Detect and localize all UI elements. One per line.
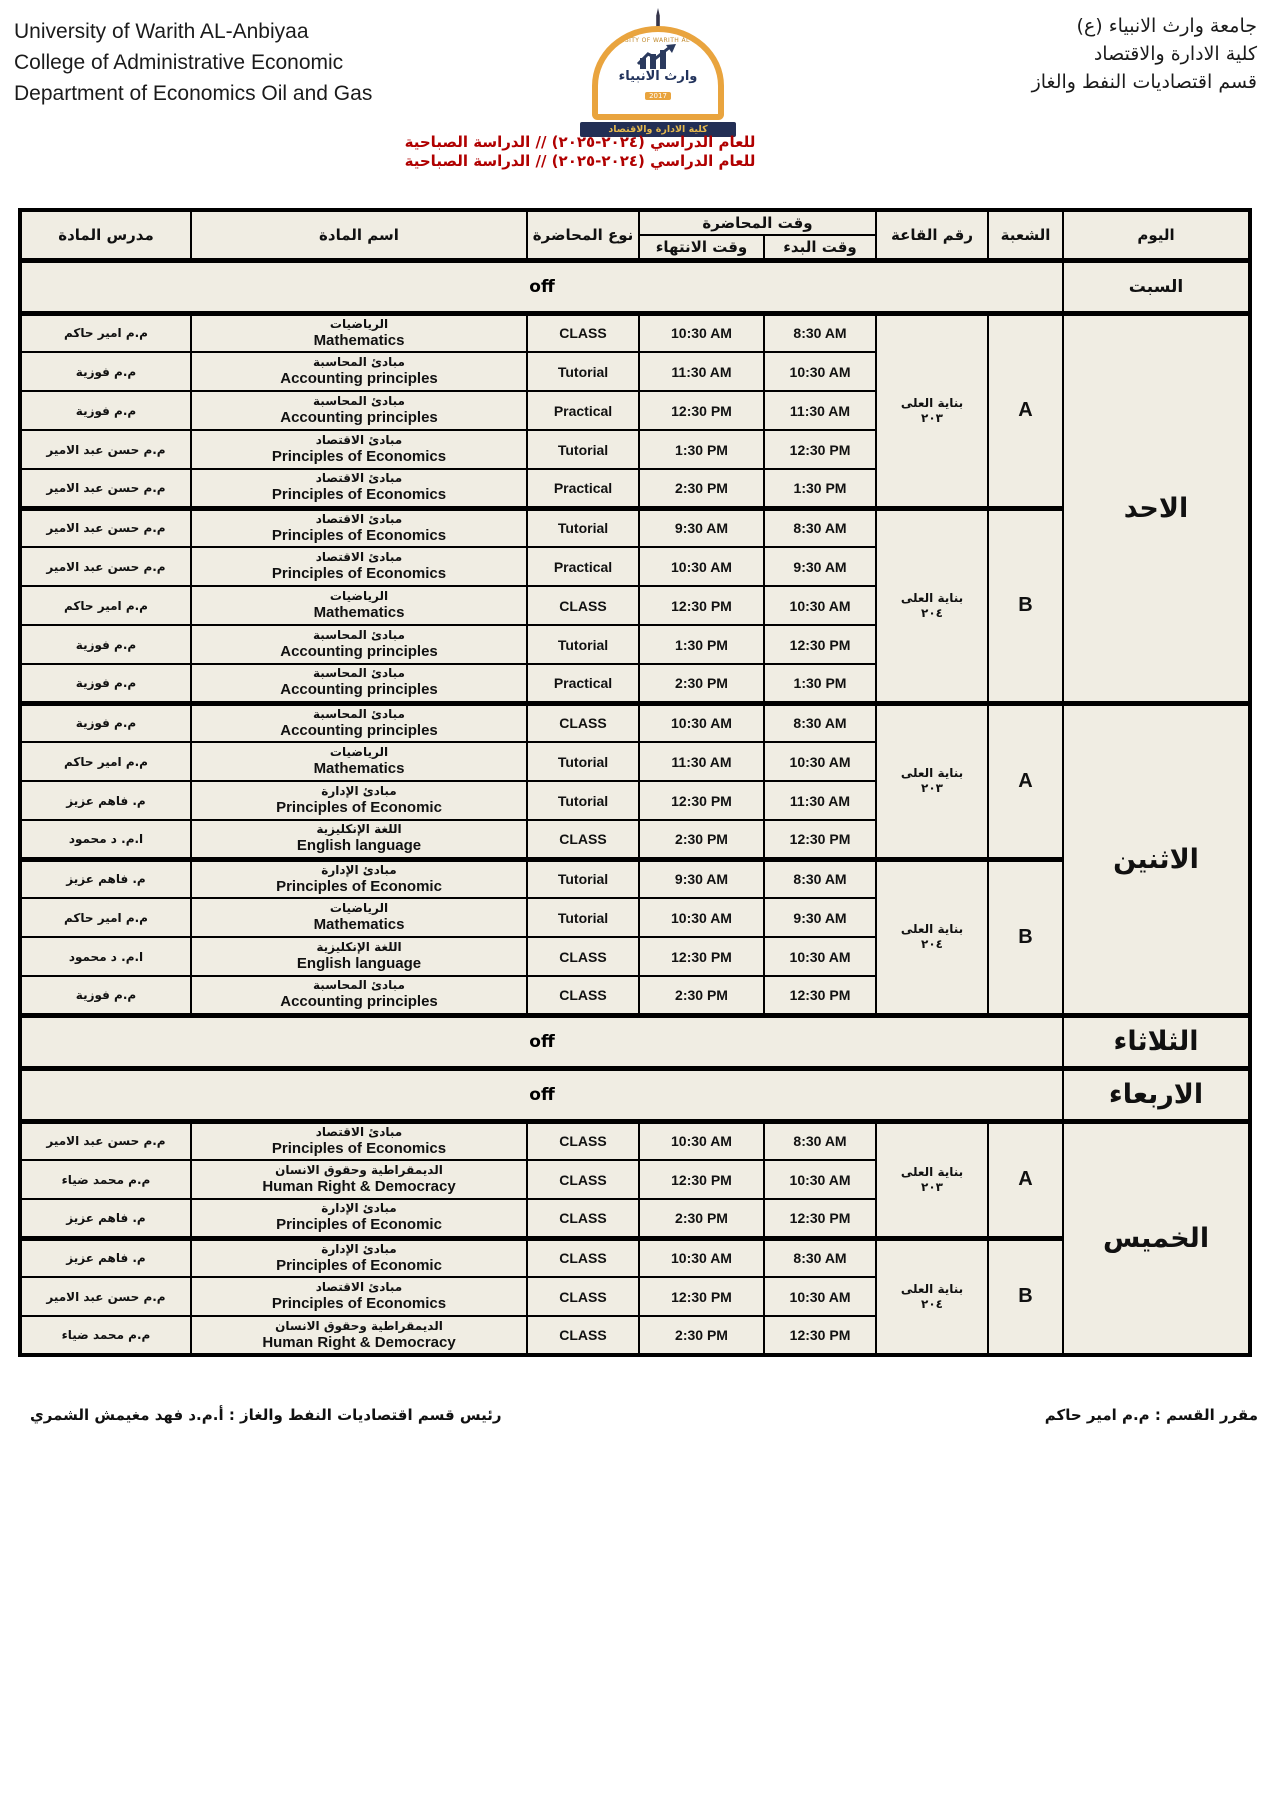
growth-chart-icon — [598, 44, 718, 70]
department-name-en: Department of Economics Oil and Gas — [14, 82, 373, 105]
header-subject: اسم المادة — [191, 210, 527, 260]
lecture-type-cell: CLASS — [527, 1238, 639, 1277]
header-start-time: وقت البدء — [764, 235, 876, 260]
academic-year-subtitle — [0, 133, 1160, 171]
subject-cell — [191, 508, 527, 547]
room-number: ٢٠٤ — [921, 605, 943, 620]
start-time-cell: 8:30 AM — [764, 1238, 876, 1277]
subject-cell — [191, 976, 527, 1015]
teacher-cell: م.م امير حاكم — [20, 313, 191, 352]
logo-calligraphy: وارث الانبياء — [618, 69, 698, 84]
lecture-type-cell: Tutorial — [527, 352, 639, 391]
teacher-cell: م.م امير حاكم — [20, 742, 191, 781]
end-time-cell: 1:30 PM — [639, 430, 764, 469]
end-time-cell: 2:30 PM — [639, 1199, 764, 1238]
start-time-cell: 8:30 AM — [764, 313, 876, 352]
end-time-cell: 12:30 PM — [639, 937, 764, 976]
subtitle-line-2: للعام الدراسي (٢٠٢٤-٢٠٢٥) // الدراسة الصباحية — [404, 152, 756, 170]
room-number: ٢٠٤ — [921, 937, 943, 951]
subject-english: Principles of Economics — [271, 526, 447, 544]
subject-arabic: مبادئ المحاسبة — [313, 978, 405, 993]
subject-cell — [191, 898, 527, 937]
header-time-group: وقت المحاضرة — [639, 210, 876, 235]
table-row — [20, 1121, 1250, 1160]
subject-english: Accounting principles — [280, 993, 438, 1011]
start-time-cell: 11:30 AM — [764, 781, 876, 820]
subject-arabic: اللغة الإنكليزية — [316, 940, 402, 954]
subject-english: Principles of Economic — [276, 799, 442, 816]
subject-cell — [191, 1121, 527, 1160]
table-row — [20, 313, 1250, 352]
letterhead-english — [14, 16, 372, 109]
teacher-cell: م. فاهم عزيز — [20, 1238, 191, 1277]
subject-english: Principles of Economics — [271, 486, 447, 504]
subject-english: Mathematics — [313, 331, 405, 349]
teacher-cell: م. فاهم عزيز — [20, 1199, 191, 1238]
room-cell — [876, 859, 988, 1015]
subject-arabic: مبادئ الإدارة — [321, 862, 397, 877]
university-name-ar: جامعة وارث الانبياء (ع) — [1076, 15, 1257, 37]
subject-cell — [191, 430, 527, 469]
end-time-cell: 1:30 PM — [639, 625, 764, 664]
section-cell: B — [988, 508, 1063, 703]
table-row — [20, 703, 1250, 742]
end-time-cell: 10:30 AM — [639, 313, 764, 352]
header-teacher: مدرس المادة — [20, 210, 191, 260]
start-time-cell: 10:30 AM — [764, 586, 876, 625]
teacher-cell: م.م فوزية — [20, 976, 191, 1015]
subject-cell — [191, 1238, 527, 1277]
subject-english: Accounting principles — [280, 681, 438, 699]
lecture-type-cell: CLASS — [527, 937, 639, 976]
subject-english: Principles of Economics — [271, 448, 447, 465]
teacher-cell: ا.م. د محمود — [20, 820, 191, 859]
room-number: ٢٠٣ — [921, 1179, 943, 1194]
subject-english: Principles of Economics — [271, 1139, 447, 1157]
start-time-cell: 1:30 PM — [764, 469, 876, 508]
section-cell: B — [988, 1238, 1063, 1355]
end-time-cell: 12:30 PM — [639, 781, 764, 820]
subtitle-line-1: للعام الدراسي (٢٠٢٤-٢٠٢٥) // الدراسة الصباحية — [404, 133, 756, 151]
subject-cell — [191, 547, 527, 586]
subject-arabic: اللغة الإنكليزية — [316, 822, 402, 837]
subject-arabic: الرياضيات — [329, 901, 389, 915]
subject-arabic: مبادئ الإدارة — [321, 784, 397, 798]
teacher-cell: م.م حسن عبد الامير — [20, 1277, 191, 1316]
room-building: بناية العلى — [900, 922, 964, 936]
subject-arabic: مبادئ المحاسبة — [313, 666, 405, 681]
subject-cell — [191, 625, 527, 664]
end-time-cell: 2:30 PM — [639, 664, 764, 703]
end-time-cell: 10:30 AM — [639, 1121, 764, 1160]
end-time-cell: 11:30 AM — [639, 352, 764, 391]
teacher-cell: ا.م. د محمود — [20, 937, 191, 976]
logo-arch — [592, 26, 724, 120]
subject-english: Human Right & Democracy — [262, 1178, 456, 1195]
day-cell: السبت — [1063, 260, 1250, 313]
start-time-cell: 12:30 PM — [764, 976, 876, 1015]
room-cell — [876, 508, 988, 703]
footer-course-coordinator: مقرر القسم : م.م امير حاكم — [1044, 1406, 1258, 1424]
lecture-type-cell: CLASS — [527, 586, 639, 625]
letterhead-arabic — [1032, 12, 1257, 96]
subject-arabic: الرياضيات — [329, 589, 389, 603]
subject-cell — [191, 859, 527, 898]
lecture-type-cell: Practical — [527, 469, 639, 508]
college-name-en: College of Administrative Economic — [14, 51, 344, 74]
end-time-cell: 12:30 PM — [639, 586, 764, 625]
room-building: بناية العلى — [900, 1281, 964, 1296]
footer-department-head: رئيس قسم اقتصاديات النفط والغاز : أ.م.د فهد مغيمش الشمري — [30, 1406, 502, 1424]
subject-arabic: مبادئ المحاسبة — [313, 394, 405, 408]
lecture-type-cell: CLASS — [527, 1160, 639, 1199]
room-cell — [876, 1238, 988, 1355]
start-time-cell: 8:30 AM — [764, 508, 876, 547]
teacher-cell: م.م حسن عبد الامير — [20, 547, 191, 586]
lecture-type-cell: CLASS — [527, 703, 639, 742]
subject-cell — [191, 937, 527, 976]
room-building: بناية العلى — [900, 590, 964, 605]
lecture-type-cell: Tutorial — [527, 859, 639, 898]
day-cell: الاحد — [1063, 313, 1250, 703]
lecture-type-cell: CLASS — [527, 976, 639, 1015]
end-time-cell: 2:30 PM — [639, 1316, 764, 1355]
section-cell: B — [988, 859, 1063, 1015]
teacher-cell: م.م حسن عبد الامير — [20, 508, 191, 547]
teacher-cell: م.م فوزية — [20, 664, 191, 703]
lecture-type-cell: CLASS — [527, 820, 639, 859]
start-time-cell: 10:30 AM — [764, 1277, 876, 1316]
room-number: ٢٠٣ — [921, 781, 943, 795]
subject-english: English language — [296, 837, 422, 855]
subject-english: Accounting principles — [280, 370, 438, 387]
start-time-cell: 12:30 PM — [764, 820, 876, 859]
subject-arabic: الرياضيات — [329, 316, 389, 331]
start-time-cell: 10:30 AM — [764, 742, 876, 781]
start-time-cell: 10:30 AM — [764, 1160, 876, 1199]
subject-cell — [191, 820, 527, 859]
start-time-cell: 10:30 AM — [764, 937, 876, 976]
room-building: بناية العلى — [900, 395, 964, 410]
logo-banner: كلية الادارة والاقتصاد — [580, 122, 736, 137]
subject-english: Accounting principles — [280, 643, 438, 660]
subject-arabic: مبادئ المحاسبة — [313, 355, 405, 369]
day-cell: الثلاثاء — [1063, 1015, 1250, 1068]
minaret-icon — [653, 8, 663, 28]
logo-year: 2017 — [645, 92, 671, 100]
schedule-table — [18, 208, 1252, 1357]
start-time-cell: 9:30 AM — [764, 898, 876, 937]
subject-english: Human Right & Democracy — [262, 1333, 456, 1351]
teacher-cell: م.م امير حاكم — [20, 586, 191, 625]
end-time-cell: 12:30 PM — [639, 391, 764, 430]
header-end-time: وقت الانتهاء — [639, 235, 764, 260]
lecture-type-cell: Practical — [527, 391, 639, 430]
day-cell: الاربعاء — [1063, 1068, 1250, 1121]
subject-english: Principles of Economics — [271, 565, 447, 582]
subject-arabic: مبادئ الاقتصاد — [315, 1280, 403, 1294]
teacher-cell: م.م محمد ضياء — [20, 1316, 191, 1355]
subject-cell — [191, 703, 527, 742]
subject-arabic: مبادئ الاقتصاد — [315, 471, 403, 486]
start-time-cell: 12:30 PM — [764, 1199, 876, 1238]
room-cell — [876, 1121, 988, 1238]
start-time-cell: 8:30 AM — [764, 703, 876, 742]
university-logo — [560, 8, 756, 138]
teacher-cell: م.م فوزية — [20, 703, 191, 742]
subject-arabic: مبادئ الإدارة — [321, 1201, 397, 1216]
lecture-type-cell: Practical — [527, 664, 639, 703]
end-time-cell: 2:30 PM — [639, 469, 764, 508]
subject-english: Accounting principles — [280, 409, 438, 426]
off-band: off — [20, 1015, 1063, 1068]
room-number: ٢٠٣ — [921, 410, 943, 425]
subject-english: English language — [296, 955, 422, 972]
subject-english: Mathematics — [313, 916, 405, 933]
teacher-cell: م.م حسن عبد الامير — [20, 469, 191, 508]
end-time-cell: 10:30 AM — [639, 547, 764, 586]
lecture-type-cell: CLASS — [527, 1316, 639, 1355]
end-time-cell: 12:30 PM — [639, 1160, 764, 1199]
teacher-cell: م.م فوزية — [20, 352, 191, 391]
end-time-cell: 12:30 PM — [639, 1277, 764, 1316]
subject-english: Mathematics — [313, 760, 405, 777]
subject-english: Principles of Economics — [271, 1295, 447, 1312]
lecture-type-cell: CLASS — [527, 1121, 639, 1160]
subject-cell — [191, 781, 527, 820]
lecture-type-cell: Tutorial — [527, 508, 639, 547]
subject-arabic: الديمقراطية وحقوق الانسان — [275, 1163, 443, 1177]
subject-cell — [191, 1316, 527, 1355]
teacher-cell: م.م حسن عبد الامير — [20, 1121, 191, 1160]
subject-arabic: مبادئ المحاسبة — [313, 706, 405, 721]
start-time-cell: 8:30 AM — [764, 859, 876, 898]
subject-english: Principles of Economic — [276, 1216, 442, 1234]
end-time-cell: 10:30 AM — [639, 1238, 764, 1277]
end-time-cell: 2:30 PM — [639, 976, 764, 1015]
start-time-cell: 9:30 AM — [764, 547, 876, 586]
subject-cell — [191, 586, 527, 625]
lecture-type-cell: CLASS — [527, 313, 639, 352]
lecture-type-cell: Tutorial — [527, 781, 639, 820]
department-name-ar: قسم اقتصاديات النفط والغاز — [1031, 71, 1257, 93]
day-cell: الخميس — [1063, 1121, 1250, 1355]
subject-cell — [191, 313, 527, 352]
start-time-cell: 11:30 AM — [764, 391, 876, 430]
subject-cell — [191, 1160, 527, 1199]
subject-arabic: مبادئ المحاسبة — [313, 628, 405, 642]
teacher-cell: م.م حسن عبد الامير — [20, 430, 191, 469]
subject-arabic: الديمقراطية وحقوق الانسان — [275, 1318, 443, 1333]
subject-cell — [191, 742, 527, 781]
lecture-type-cell: Practical — [527, 547, 639, 586]
start-time-cell: 12:30 PM — [764, 430, 876, 469]
teacher-cell: م.م امير حاكم — [20, 898, 191, 937]
subject-arabic: مبادئ الإدارة — [321, 1241, 397, 1256]
start-time-cell: 12:30 PM — [764, 1316, 876, 1355]
lecture-type-cell: Tutorial — [527, 742, 639, 781]
end-time-cell: 10:30 AM — [639, 898, 764, 937]
off-band: off — [20, 260, 1063, 313]
college-name-ar: كلية الادارة والاقتصاد — [1093, 43, 1257, 65]
lecture-type-cell: CLASS — [527, 1199, 639, 1238]
teacher-cell: م.م فوزية — [20, 391, 191, 430]
subject-cell — [191, 1277, 527, 1316]
header-room: رقم القاعة — [876, 210, 988, 260]
start-time-cell: 8:30 AM — [764, 1121, 876, 1160]
end-time-cell: 2:30 PM — [639, 820, 764, 859]
start-time-cell: 1:30 PM — [764, 664, 876, 703]
subject-arabic: مبادئ الاقتصاد — [315, 550, 403, 564]
subject-cell — [191, 469, 527, 508]
subject-english: Mathematics — [313, 604, 405, 621]
header-day: اليوم — [1063, 210, 1250, 260]
university-name-en: University of Warith AL-Anbiyaa — [14, 20, 309, 43]
lecture-type-cell: CLASS — [527, 1277, 639, 1316]
teacher-cell: م.م محمد ضياء — [20, 1160, 191, 1199]
section-cell: A — [988, 313, 1063, 508]
subject-english: Accounting principles — [280, 721, 438, 739]
subject-english: Principles of Economic — [276, 877, 442, 895]
lecture-type-cell: Tutorial — [527, 625, 639, 664]
section-cell: A — [988, 1121, 1063, 1238]
teacher-cell: م.م فوزية — [20, 625, 191, 664]
subject-arabic: مبادئ الاقتصاد — [315, 1124, 403, 1139]
section-cell: A — [988, 703, 1063, 859]
subject-cell — [191, 352, 527, 391]
lecture-type-cell: Tutorial — [527, 430, 639, 469]
room-building: بناية العلى — [900, 1164, 964, 1179]
lecture-type-cell: Tutorial — [527, 898, 639, 937]
subject-arabic: مبادئ الاقتصاد — [315, 511, 403, 526]
start-time-cell: 12:30 PM — [764, 625, 876, 664]
teacher-cell: م. فاهم عزيز — [20, 859, 191, 898]
header-section: الشعبة — [988, 210, 1063, 260]
logo-arc-text: UNIVERSITY OF WARITH AL-ANBIYA — [599, 37, 717, 44]
end-time-cell: 9:30 AM — [639, 508, 764, 547]
day-cell: الاثنين — [1063, 703, 1250, 1015]
subject-cell — [191, 1199, 527, 1238]
subject-cell — [191, 664, 527, 703]
subject-arabic: الرياضيات — [329, 745, 389, 759]
start-time-cell: 10:30 AM — [764, 352, 876, 391]
teacher-cell: م. فاهم عزيز — [20, 781, 191, 820]
room-building: بناية العلى — [900, 766, 964, 780]
subject-arabic: مبادئ الاقتصاد — [315, 433, 403, 447]
room-cell — [876, 703, 988, 859]
end-time-cell: 11:30 AM — [639, 742, 764, 781]
end-time-cell: 10:30 AM — [639, 703, 764, 742]
subject-english: Principles of Economic — [276, 1256, 442, 1274]
header-type: نوع المحاضرة — [527, 210, 639, 260]
off-band: off — [20, 1068, 1063, 1121]
room-cell — [876, 313, 988, 508]
end-time-cell: 9:30 AM — [639, 859, 764, 898]
subject-cell — [191, 391, 527, 430]
room-number: ٢٠٤ — [921, 1296, 943, 1311]
